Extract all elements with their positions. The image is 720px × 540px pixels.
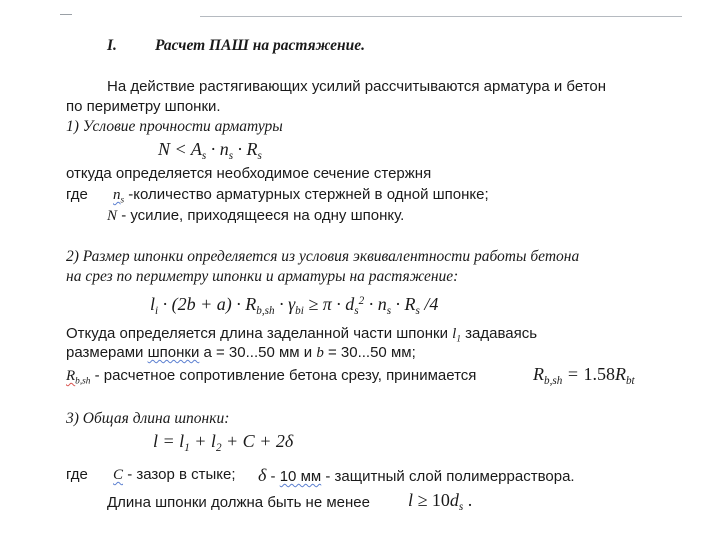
delta-symbol: δ: [258, 465, 267, 485]
item2-rbsh-line: [66, 367, 476, 390]
formula-dot: ·: [237, 139, 243, 159]
c-description: - зазор в стыке;: [127, 466, 236, 483]
ns-description: -количество арматурных стержней в одной шпонке;: [128, 186, 489, 203]
delta-value: 10 мм: [279, 468, 322, 485]
item2-title-line-1: 2) Размер шпонки определяется из условия эквивалентности работы бетона: [66, 248, 580, 265]
item2-formula: $l_i \cdot (2b + a) \cdot R_{b,sh} \cdot \gamma_{bi} \ge \pi \cdot d_s^2 \cdot n_s \cdot R_s$ /4: [150, 294, 439, 318]
l1-symbol: $l_1$: [452, 326, 461, 345]
item2-title-line-2: на срез по периметру шпонки и арматуры на растяжение:: [66, 268, 459, 285]
item3-formula: $l = l_1 + l_2 + C + 2\delta$: [153, 431, 294, 454]
rbsh-formula: $R_{b,sh} = 1.58R_{bt}$: [533, 364, 635, 387]
n-description: - усилие, приходящееся на одну шпонку.: [121, 207, 405, 224]
formula-lt: <: [174, 139, 187, 159]
ns-symbol: $n_s$: [113, 187, 125, 206]
item1-where-word: где: [66, 186, 88, 203]
item3-title: 3) Общая длина шпонки:: [66, 410, 230, 427]
word-shponki: шпонки: [147, 344, 200, 361]
rbsh-description: - расчетное сопротивление бетона срезу, принимается: [90, 367, 477, 384]
section-number: I.: [107, 37, 117, 54]
item1-title: 1) Условие прочности арматуры: [66, 118, 283, 135]
formula-ns-sub: s: [228, 149, 234, 162]
formula-rs: R: [246, 139, 258, 159]
formula-n: N: [158, 139, 171, 159]
item1-n-line: [107, 207, 404, 225]
formula-rs-sub: s: [257, 149, 262, 162]
item2-depth-line: Откуда определяется длина заделанной части шпонки $l_1$ задаваясь: [66, 325, 538, 345]
section-title: Расчет ПАШ на растяжение.: [155, 37, 366, 54]
c-symbol: C: [113, 467, 124, 483]
item1-formula: [158, 140, 262, 165]
header-rule-left: [60, 14, 72, 15]
formula-dot: ·: [210, 139, 216, 159]
header-rule-right: [200, 16, 682, 17]
formula-a: A: [190, 139, 202, 159]
item1-from-line: откуда определяется необходимое сечение стержня: [66, 165, 432, 182]
item3-c-line: [113, 466, 236, 484]
rbsh-symbol: $R_{b,sh}$: [66, 368, 91, 387]
item2-size-line: размерами шпонки a = 30...50 мм и b = 30...50 мм;: [66, 344, 416, 361]
item3-where-word: где: [66, 466, 88, 483]
item1-ns-line: [113, 186, 489, 209]
formula-ns: n: [219, 139, 229, 159]
intro-line-2: по периметру шпонки.: [66, 98, 221, 115]
formula-a-sub: s: [201, 149, 207, 162]
intro-line-1: На действие растягивающих усилий рассчитываются арматура и бетон: [107, 78, 607, 95]
item3-min-formula: $l \ge 10d_s$ .: [408, 490, 473, 513]
n-symbol: N: [107, 208, 118, 224]
item3-min-text: Длина шпонки должна быть не менее: [107, 494, 370, 511]
item3-delta-line: δ - 10 мм - защитный слой полимерраствора.: [258, 465, 575, 485]
